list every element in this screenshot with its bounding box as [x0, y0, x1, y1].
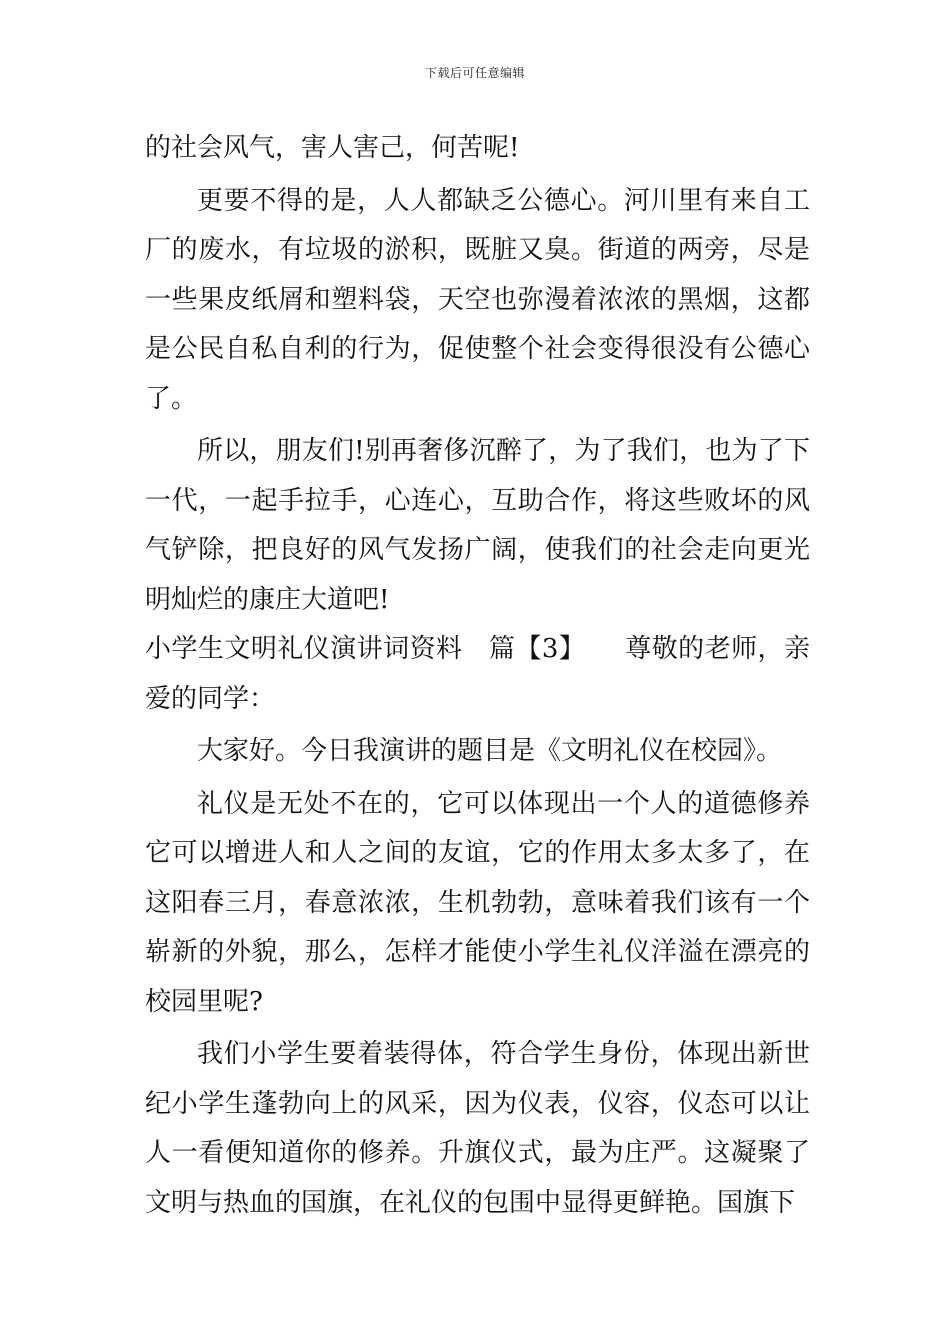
paragraph-3: 所以，朋友们!别再奢侈沉醉了，为了我们，也为了下一代，一起手拉手，心连心，互助合作，将这些败坏的风气铲除，把良好的风气发扬广阔，使我们的社会走向更光明灿烂的康庄大道吧!: [145, 436, 810, 615]
paragraph-2: 更要不得的是，人人都缺乏公德心。河川里有来自工厂的废水，有垃圾的淤积，既脏又臭。街道的两旁，尽是一些果皮纸屑和塑料袋，天空也弥漫着浓浓的黑烟，这都是公民自私自利的行为，促使整个社会变得很没有公德心了。: [145, 185, 810, 414]
paragraph-4: 大家好。今日我演讲的题目是《文明礼仪在校园》。: [197, 736, 783, 766]
section-heading: 小学生文明礼仪演讲词资料 篇【3】 尊敬的老师，亲爱的同学：: [145, 634, 810, 714]
page-header: 下载后可任意编辑: [424, 66, 525, 80]
paragraph-5: 礼仪是无处不在的，它可以体现出一个人的道德修养它可以增进人和人之间的友谊，它的作用太多太多了，在这阳春三月，春意浓浓，生机勃勃，意味着我们该有一个崭新的外貌，那么，怎样才能使小学生礼仪洋溢在漂亮的校园里呢?: [145, 788, 810, 1017]
document-body: [145, 124, 810, 1228]
paragraph-1: 的社会风气，害人害己，何苦呢!: [145, 133, 520, 163]
paragraph-6: 我们小学生要着装得体，符合学生身份，体现出新世纪小学生蓬勃向上的风采，因为仪表，仪容，仪态可以让人一看便知道你的修养。升旗仪式，最为庄严。这凝聚了文明与热血的国旗，在礼仪的包围中显得更鲜艳。国旗下: [145, 1039, 810, 1218]
